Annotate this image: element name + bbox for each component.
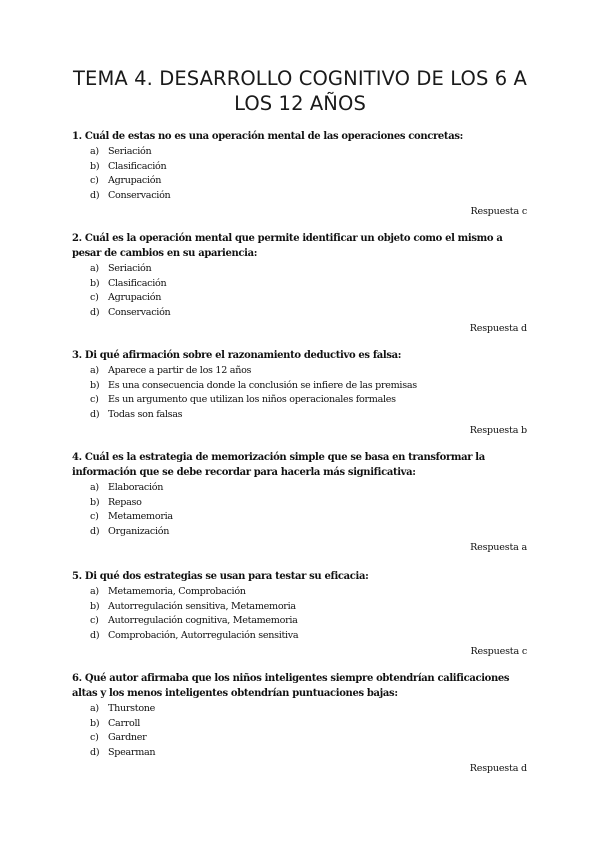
answer-label: Respuesta b — [469, 424, 527, 436]
option-text: Thurstone — [108, 703, 156, 714]
option-letter: d) — [90, 630, 100, 642]
option-text: Conservación — [108, 190, 171, 202]
option-text: Gardner — [108, 732, 147, 744]
option-d — [90, 408, 532, 423]
question-5 — [72, 569, 532, 659]
answer-label: Respuesta d — [469, 322, 527, 334]
option-text: Clasificación — [108, 160, 167, 172]
option-letter: b) — [90, 379, 100, 391]
option-list — [90, 145, 532, 204]
option-letter: c) — [90, 511, 99, 523]
option-letter: c) — [90, 175, 99, 187]
option-text: Autorregulación cognitiva, Metamemoria — [108, 615, 298, 627]
option-c — [90, 393, 532, 408]
question-text: 2. Cuál es la operación mental que permite identificar un objeto como el mismo a pesar de cambios en su apariencia: — [72, 233, 503, 259]
option-text: Todas son falsas — [108, 409, 183, 421]
option-letter: a) — [90, 146, 99, 157]
option-text: Aparece a partir de los 12 años — [108, 365, 252, 376]
option-text: Autorregulación sensitiva, Metamemoria — [108, 600, 296, 612]
answer-label: Respuesta c — [470, 645, 527, 657]
option-b — [90, 600, 532, 615]
question-3 — [72, 348, 532, 438]
option-text: Metamemoria — [108, 511, 173, 523]
option-d — [90, 525, 532, 540]
option-a — [90, 481, 532, 496]
option-letter: c) — [90, 732, 99, 744]
option-b — [90, 717, 532, 732]
option-a — [90, 145, 532, 160]
question-text: 3. Di qué afirmación sobre el razonamiento deductivo es falsa: — [72, 350, 402, 361]
option-a — [90, 585, 532, 600]
option-text: Agrupación — [108, 175, 162, 187]
option-letter: b) — [90, 277, 100, 289]
option-list — [90, 702, 532, 761]
option-text: Carroll — [108, 717, 141, 729]
option-b — [90, 160, 532, 175]
option-b — [90, 496, 532, 511]
question-6 — [72, 671, 532, 776]
option-text: Agrupación — [108, 292, 162, 304]
option-letter: c) — [90, 615, 99, 627]
option-text: Es una consecuencia donde la conclusión se infiere de las premisas — [108, 379, 417, 391]
option-letter: a) — [90, 365, 99, 376]
option-d — [90, 746, 532, 761]
answer-label: Respuesta a — [470, 541, 527, 553]
question-text: 1. Cuál de estas no es una operación mental de las operaciones concretas: — [72, 131, 463, 142]
option-b — [90, 379, 532, 394]
option-list — [90, 364, 532, 423]
option-c — [90, 510, 532, 525]
option-text: Es un argumento que utilizan los niños operacionales formales — [108, 394, 396, 406]
answer-label: Respuesta d — [469, 762, 527, 774]
option-c — [90, 614, 532, 629]
option-text: Spearman — [108, 747, 156, 759]
option-a — [90, 364, 532, 379]
option-a — [90, 702, 532, 717]
question-2 — [72, 231, 532, 336]
option-a — [90, 262, 532, 277]
option-c — [90, 291, 532, 306]
option-d — [90, 306, 532, 321]
option-letter: b) — [90, 600, 100, 612]
option-text: Seriación — [108, 263, 152, 274]
option-list — [90, 262, 532, 321]
question-text: 4. Cuál es la estrategia de memorización simple que se basa en transformar la información que se debe recordar para hacerla más significativa: — [72, 452, 485, 478]
question-text: 6. Qué autor afirmaba que los niños inteligentes siempre obtendrían calificaciones altas y los menos inteligentes obtendrían puntuaciones bajas: — [72, 673, 510, 699]
option-text: Metamemoria, Comprobación — [108, 586, 246, 597]
option-d — [90, 189, 532, 204]
option-text: Organización — [108, 526, 170, 538]
option-text: Repaso — [108, 496, 142, 508]
option-letter: b) — [90, 496, 100, 508]
option-letter: c) — [90, 394, 99, 406]
option-letter: d) — [90, 307, 100, 319]
option-text: Comprobación, Autorregulación sensitiva — [108, 630, 299, 642]
option-d — [90, 629, 532, 644]
option-list — [90, 585, 532, 644]
answer-label: Respuesta c — [470, 205, 527, 217]
question-1 — [72, 129, 532, 219]
page-title: TEMA 4. DESARROLLO COGNITIVO DE LOS 6 A LOS 12 AÑOS — [73, 67, 527, 115]
question-4 — [72, 450, 532, 555]
option-letter: d) — [90, 190, 100, 202]
option-letter: b) — [90, 717, 100, 729]
option-letter: a) — [90, 482, 99, 493]
option-text: Conservación — [108, 307, 171, 319]
option-letter: a) — [90, 703, 99, 714]
option-letter: a) — [90, 586, 99, 597]
option-text: Seriación — [108, 146, 152, 157]
option-letter: a) — [90, 263, 99, 274]
option-c — [90, 731, 532, 746]
option-letter: c) — [90, 292, 99, 304]
option-letter: d) — [90, 526, 100, 538]
option-letter: d) — [90, 409, 100, 421]
question-text: 5. Di qué dos estrategias se usan para testar su eficacia: — [72, 571, 369, 582]
option-list — [90, 481, 532, 540]
option-b — [90, 277, 532, 292]
option-text: Clasificación — [108, 277, 167, 289]
option-letter: d) — [90, 747, 100, 759]
option-letter: b) — [90, 160, 100, 172]
option-c — [90, 174, 532, 189]
option-text: Elaboración — [108, 482, 164, 493]
